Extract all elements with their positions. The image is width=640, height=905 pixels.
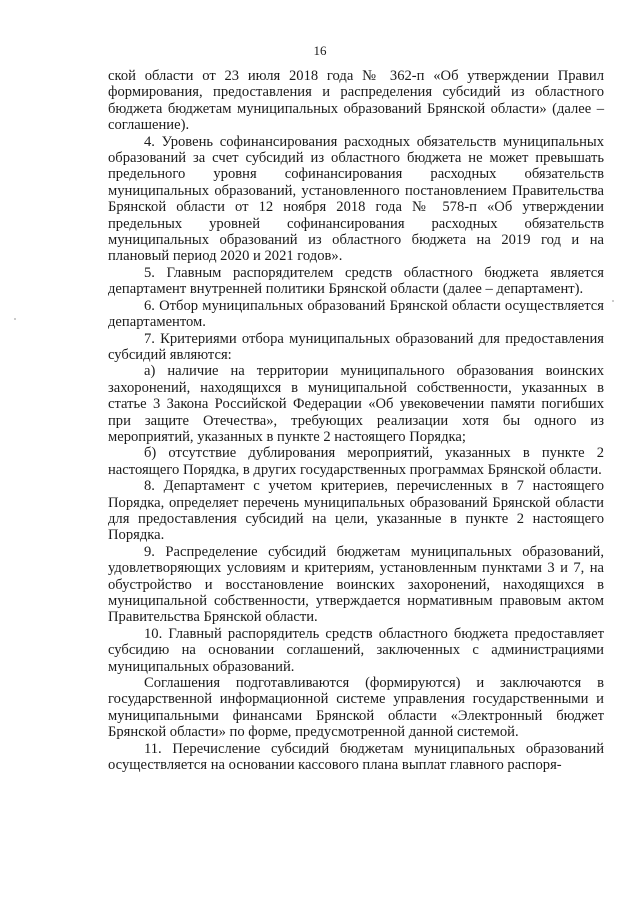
scan-speck — [612, 300, 614, 302]
scan-speck — [14, 318, 16, 320]
paragraph-4: 4. Уровень софинансирования расходных обязательств муниципальных образований за счет субсидий из областного бюджета не может превышать предельного уровня софинансирования расходных обязательств муниципальных образований, установленного постановлением Правительства Брянской области от 12 ноября 2018 года № 578-п «Об утверждении предельных уровней софинансирования расходных обязательств муниципальных образований из областного бюджета на 2019 год и на плановый период 2020 и 2021 годов». — [108, 133, 604, 265]
page-number: 16 — [313, 43, 327, 58]
paragraph-7a: а) наличие на территории муниципального образования воинских захоронений, находящихся в муниципальной собственности, указанных в статье 3 Закона Российской Федерации «Об увековечении памяти погибших при защите Отечества», требующих реализации хотя бы одного из мероприятий, указанных в пункте 2 настоящего Порядка; — [108, 363, 604, 445]
paragraph-continuation: ской области от 23 июля 2018 года № 362-п «Об утверждении Правил формирования, предоставления и распределения субсидий из областного бюджета бюджетам муниципальных образований Брянской области» (далее – соглашение). — [108, 68, 604, 134]
paragraph-10: 10. Главный распорядитель средств областного бюджета предоставляет субсидию на основании соглашений, заключенных с администрациями муниципальных образований. — [108, 625, 604, 675]
paragraph-8: 8. Департамент с учетом критериев, перечисленных в 7 настоящего Порядка, определяет перечень муниципальных образований Брянской области для предоставления субсидий на цели, указанные в пункте 2 настоящего Порядка. — [108, 478, 604, 544]
paragraph-agreements: Соглашения подготавливаются (формируются) и заключаются в государственной информационной системе управления государственными и муниципальными финансами Брянской области «Электронный бюджет Брянской области» по форме, предусмотренной данной системой. — [108, 675, 604, 741]
document-body — [108, 68, 604, 773]
paragraph-6: 6. Отбор муниципальных образований Брянской области осуществляется департаментом. — [108, 297, 604, 331]
paragraph-7b: б) отсутствие дублирования мероприятий, указанных в пункте 2 настоящего Порядка, в других государственных программах Брянской области. — [108, 445, 604, 478]
paragraph-9: 9. Распределение субсидий бюджетам муниципальных образований, удовлетворяющих условиям и критериям, установленным пунктами 3 и 7, на обустройство и восстановление воинских захоронений, находящихся в муниципальной собственности, утверждается нормативным правовым актом Правительства Брянской области. — [108, 543, 604, 626]
paragraph-5: 5. Главным распорядителем средств областного бюджета является департамент внутренней политики Брянской области (далее – департамент). — [108, 264, 604, 298]
paragraph-11: 11. Перечисление субсидий бюджетам муниципальных образований осуществляется на основании кассового плана выплат главного распоря- — [108, 740, 604, 774]
paragraph-7: 7. Критериями отбора муниципальных образований для предоставления субсидий являются: — [108, 330, 604, 363]
